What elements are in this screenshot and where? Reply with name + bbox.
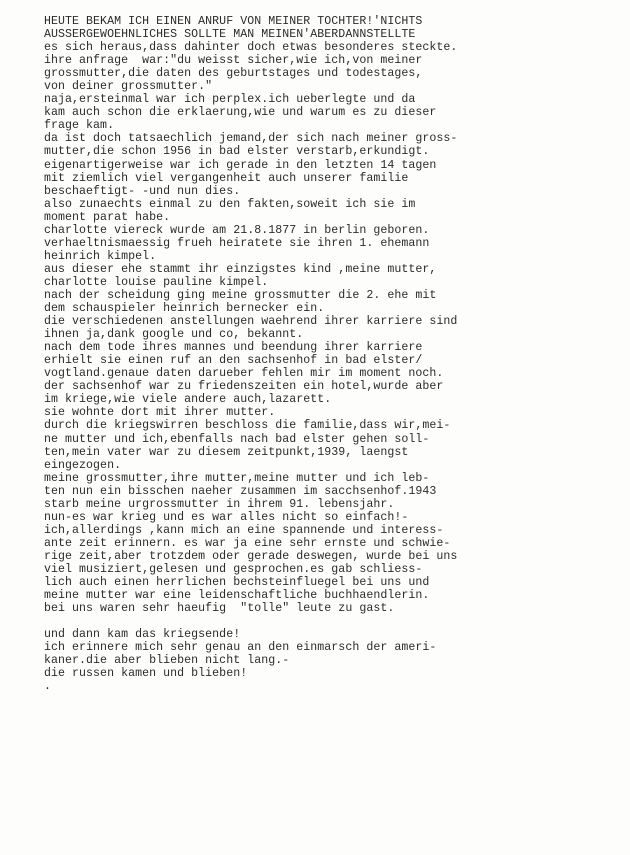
- text-line: nun-es war krieg und es war alles nicht so einfach!-: [44, 510, 409, 524]
- text-line: viel musiziert,gelesen und gesprochen.es gab schliess-: [44, 562, 423, 576]
- text-line: ten,mein vater war zu diesem zeitpunkt,1939, laengst: [44, 445, 409, 459]
- text-line: dem schauspieler heinrich bernecker ein.: [44, 302, 325, 316]
- text-line: eingezogen.: [44, 458, 122, 472]
- text-line: HEUTE BEKAM ICH EINEN ANRUF VON MEINER TOCHTER!'NICHTS: [44, 15, 423, 28]
- text-line: naja,ersteinmal war ich perplex.ich ueberlegte und da: [44, 93, 416, 107]
- text-line: .: [44, 680, 52, 694]
- text-line: die russen kamen und blieben!: [44, 667, 248, 681]
- text-line: der sachsenhof war zu friedenszeiten ein hotel,wurde aber: [44, 380, 444, 394]
- text-line: grossmutter,die daten des geburtstages und todestages,: [44, 67, 423, 81]
- text-line: rige zeit,aber trotzdem oder gerade deswegen, wurde bei uns: [44, 549, 458, 563]
- text-line: und dann kam das kriegsende!: [44, 628, 241, 642]
- text-line: ich erinnere mich sehr genau an den einmarsch der ameri-: [44, 641, 437, 655]
- text-line: es sich heraus,dass dahinter doch etwas besonderes steckte.: [44, 41, 458, 55]
- text-line: nach der scheidung ging meine grossmutter die 2. ehe mit: [44, 288, 437, 302]
- text-line: charlotte viereck wurde am 21.8.1877 in berlin geboren.: [44, 223, 430, 237]
- text-line: im kriege,wie viele andere auch,lazarett.: [44, 393, 332, 407]
- paragraph-gap: [44, 615, 604, 628]
- text-line: AUSSERGEWOEHNLICHES SOLLTE MAN MEINEN'ABERDANNSTELLTE: [44, 28, 416, 42]
- text-line: mit ziemlich viel vergangenheit auch unserer familie: [44, 171, 409, 185]
- text-line: frage kam.: [44, 119, 115, 133]
- text-line: durch die kriegswirren beschloss die familie,dass wir,mei-: [44, 419, 451, 433]
- text-line: kam auch schon die erklaerung,wie und warum es zu dieser: [44, 106, 437, 120]
- text-line: aus dieser ehe stammt ihr einzigstes kind ,meine mutter,: [44, 262, 437, 276]
- text-line: lich auch einen herrlichen bechsteinfluegel bei uns und: [44, 576, 430, 590]
- text-line: charlotte louise pauline kimpel.: [44, 275, 269, 289]
- text-line: von deiner grossmutter.": [44, 80, 213, 94]
- text-line: ich,allerdings ,kann mich an eine spannende und interess-: [44, 523, 444, 537]
- text-line: beschaeftigt- -und nun dies.: [44, 184, 241, 198]
- text-line: kaner.die aber blieben nicht lang.-: [44, 654, 290, 668]
- text-line: verhaeltnismaessig frueh heiratete sie ihren 1. ehemann: [44, 236, 430, 250]
- typewritten-text: [44, 15, 604, 693]
- text-line: die verschiedenen anstellungen waehrend ihrer karriere sind: [44, 315, 458, 329]
- text-line: heinrich kimpel.: [44, 249, 157, 263]
- text-line: eigenartigerweise war ich gerade in den letzten 14 tagen: [44, 158, 437, 172]
- text-line: erhielt sie einen ruf an den sachsenhof in bad elster/: [44, 354, 423, 368]
- text-line: ante zeit erinnern. es war ja eine sehr ernste und schwie-: [44, 536, 451, 550]
- text-line: meine grossmutter,ihre mutter,meine mutter und ich leb-: [44, 471, 430, 485]
- text-line: meine mutter war eine leidenschaftliche buchhaendlerin.: [44, 589, 430, 603]
- text-line: bei uns waren sehr haeufig "tolle" leute zu gast.: [44, 602, 395, 616]
- text-line: also zunaechts einmal zu den fakten,soweit ich sie im: [44, 197, 416, 211]
- text-line: ihnen ja,dank google und co, bekannt.: [44, 328, 304, 342]
- text-line: vogtland.genaue daten darueber fehlen mir im moment noch.: [44, 367, 444, 381]
- text-line: da ist doch tatsaechlich jemand,der sich nach meiner gross-: [44, 132, 458, 146]
- text-line: moment parat habe.: [44, 210, 171, 224]
- text-line: mutter,die schon 1956 in bad elster verstarb,erkundigt.: [44, 145, 430, 159]
- text-line: ihre anfrage war:"du weisst sicher,wie ich,von meiner: [44, 54, 423, 68]
- text-line: ten nun ein bisschen naeher zusammen im sacchsenhof.1943: [44, 484, 437, 498]
- text-line: sie wohnte dort mit ihrer mutter.: [44, 406, 276, 420]
- text-line: nach dem tode ihres mannes und beendung ihrer karriere: [44, 341, 423, 355]
- text-line: starb meine urgrossmutter in ihrem 91. lebensjahr.: [44, 497, 395, 511]
- text-line: ne mutter und ich,ebenfalls nach bad elster gehen soll-: [44, 432, 430, 446]
